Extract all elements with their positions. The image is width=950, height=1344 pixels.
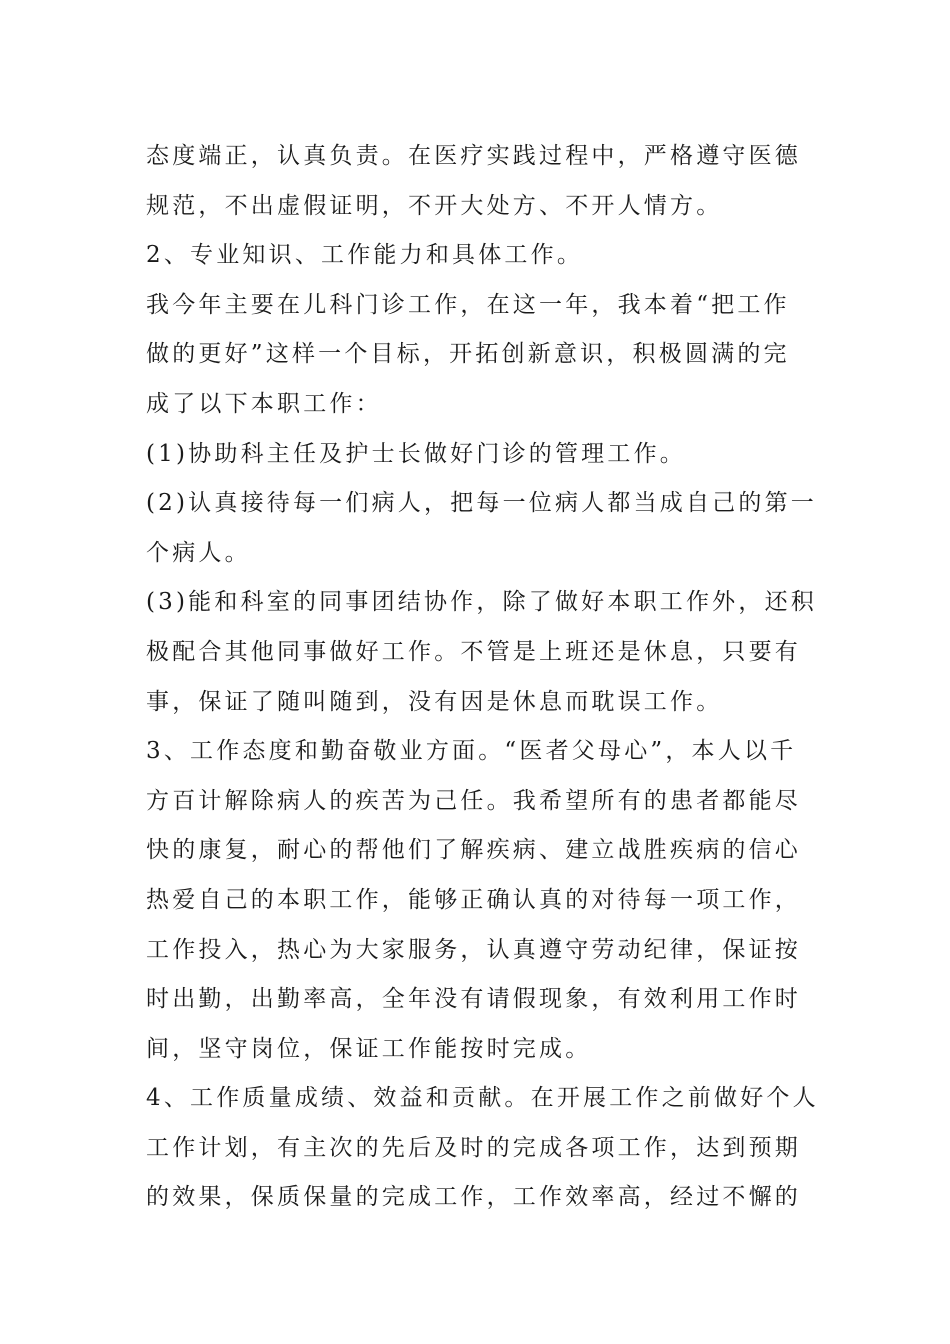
text-line: 事，保证了随叫随到，没有因是休息而耽误工作。: [146, 688, 723, 715]
text-line: 成了以下本职工作：: [146, 390, 382, 417]
section-heading: 2、专业知识、工作能力和具体工作。: [146, 242, 584, 269]
text-line: 间，坚守岗位，保证工作能按时完成。: [146, 1035, 592, 1062]
text-line: 工作投入，热心为大家服务，认真遵守劳动纪律，保证按: [146, 936, 801, 963]
text-line: 个病人。: [146, 539, 251, 566]
text-line: 做的更好”这样一个目标，开拓创新意识，积极圆满的完: [146, 341, 790, 368]
list-item: (1)协助科主任及护士长做好门诊的管理工作。: [146, 440, 686, 467]
text-line: 热爱自己的本职工作，能够正确认真的对待每一项工作，: [146, 886, 801, 913]
text-line: 态度端正，认真负责。在医疗实践过程中，严格遵守医德: [146, 143, 801, 169]
text-line: 规范，不出虚假证明，不开大处方、不开人情方。: [146, 192, 723, 219]
text-line: 时出勤，出勤率高，全年没有请假现象，有效利用工作时: [146, 986, 801, 1013]
text-line: 极配合其他同事做好工作。不管是上班还是休息，只要有: [146, 638, 801, 665]
text-line: 我今年主要在儿科门诊工作，在这一年，我本着“把工作: [146, 291, 790, 318]
list-item: (3)能和科室的同事团结协作，除了做好本职工作外，还积: [146, 589, 817, 616]
text-line: 的效果，保质保量的完成工作，工作效率高，经过不懈的: [146, 1184, 801, 1211]
text-line: 工作计划，有主次的先后及时的完成各项工作，达到预期: [146, 1134, 801, 1161]
body-text: [146, 132, 819, 1223]
text-line: 方百计解除病人的疾苦为己任。我希望所有的患者都能尽: [146, 787, 801, 814]
text-line: 快的康复，耐心的帮他们了解疾病、建立战胜疾病的信心: [146, 837, 801, 864]
list-item: (2)认真接待每一们病人，把每一位病人都当成自己的第一: [146, 490, 817, 517]
section-heading: 4、工作质量成绩、效益和贡献。在开展工作之前做好个人: [146, 1085, 819, 1112]
section-heading: 3、工作态度和勤奋敬业方面。“医者父母心”，本人以千: [146, 738, 797, 765]
